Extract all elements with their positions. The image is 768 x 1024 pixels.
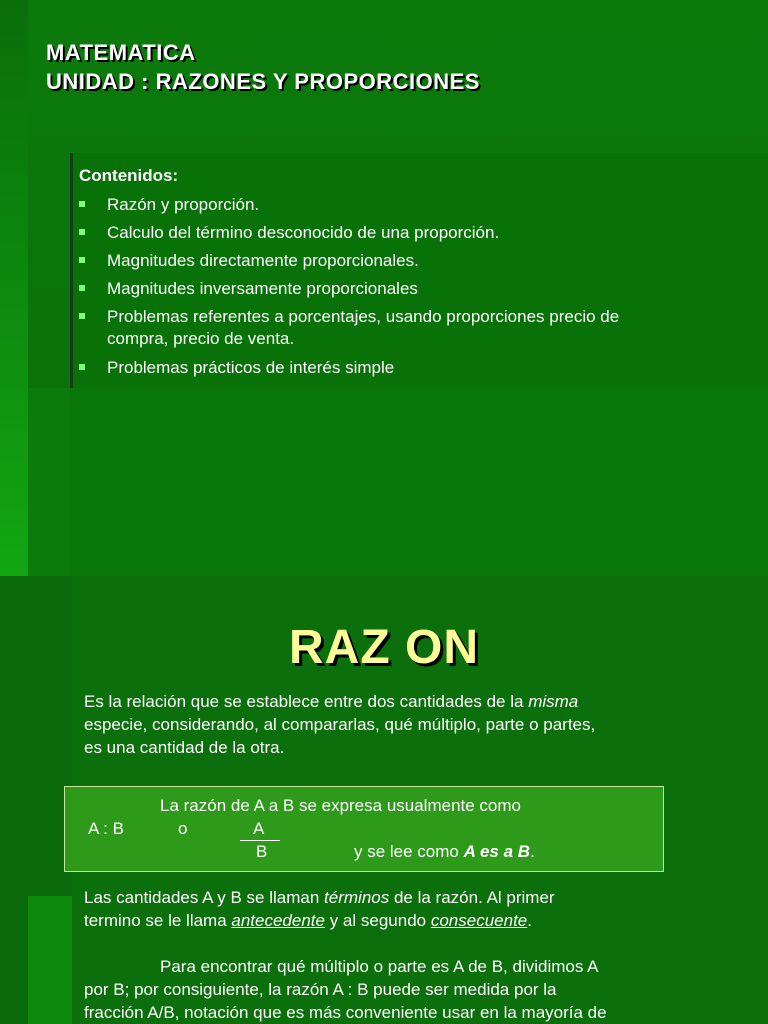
fraction-bar [240,840,280,841]
bullet-square-icon [79,201,85,207]
slide-1: MATEMATICA UNIDAD : RAZONES Y PROPORCIONES Contenidos: Razón y proporción. Calculo del término desconocido de una proporción. Magnitudes directamente proporcionales. Magnitudes inversamente proporcionales Problemas referentes a porcentajes, usando proporciones precio de compra, precio de venta. Problemas prácticos de interés simple [0,0,768,576]
bullet-square-icon [79,229,85,235]
bullet-square-icon [79,364,85,370]
fraction-numerator: A [253,819,265,838]
title-line-2: UNIDAD : RAZONES Y PROPORCIONES [46,69,480,94]
slide-2-heading: RAZ ON [289,621,479,674]
left-accent-block [28,896,72,1024]
bullet-square-icon [79,313,85,319]
slide-1-title [46,38,480,96]
intro-paragraph: Es la relación que se establece entre dos cantidades de la misma especie, considerando, al compararlas, qué múltiplo, parte o partes, es una cantidad de la otra. [84,692,596,757]
terms-paragraph: Las cantidades A y B se llaman términos de la razón. Al primer termino se le llama antecedente y al segundo consecuente. [84,888,555,930]
bullet-square-icon [79,257,85,263]
contents-heading: Contenidos: [79,166,179,185]
read-as-text: y se lee como A es a B. [354,842,535,861]
left-accent-strip [0,0,28,576]
fraction-denominator: B [256,842,268,861]
division-paragraph: Para encontrar qué múltiplo o parte es A de B, dividimos A por B; por consiguiente, la razón A : B puede ser medida por la fracción A/B, notación que es más conveniente usar en la mayoría de [84,957,607,1022]
or-label: o [178,819,188,838]
slide-2 [0,576,768,1024]
title-line-1: MATEMATICA [46,40,196,65]
ratio-notation: A : B [88,819,124,838]
notation-text: La razón de A a B se expresa usualmente como [160,796,522,815]
lower-right-band [70,388,768,576]
bullet-square-icon [79,285,85,291]
